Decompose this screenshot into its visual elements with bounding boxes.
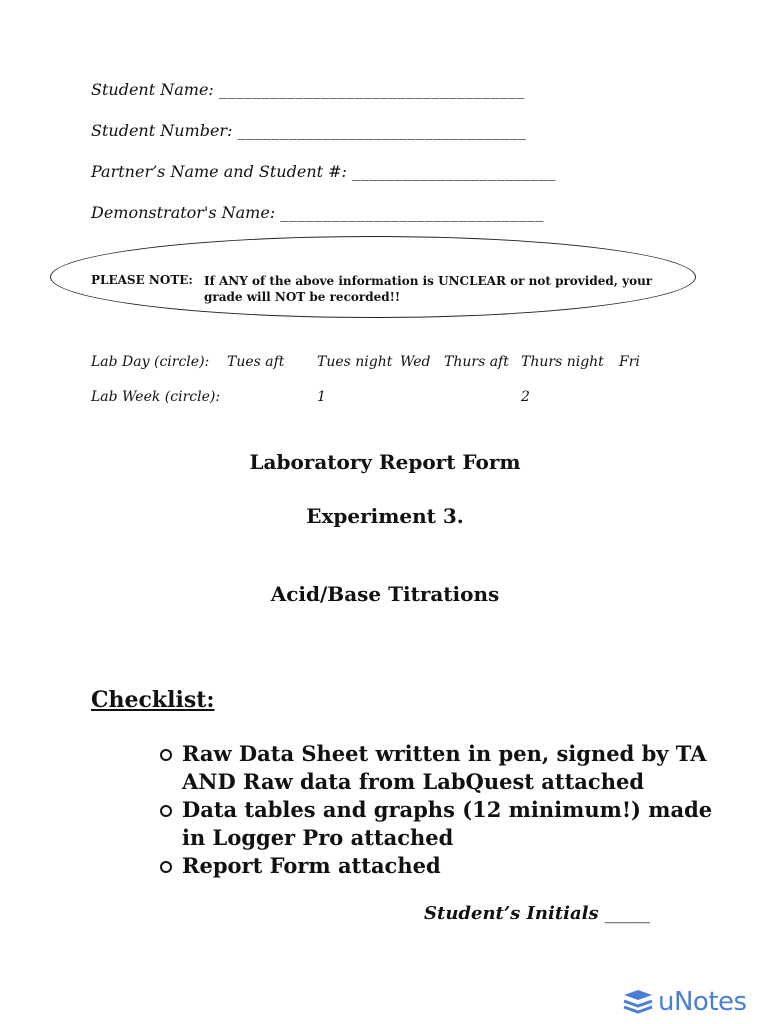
circle-bullet-icon — [160, 861, 172, 873]
checklist-item-text: Report Form attached — [182, 853, 441, 878]
checklist-item[interactable] — [158, 852, 718, 880]
lab-day-option-thurs-night[interactable]: Thurs night — [521, 354, 604, 370]
partner-field[interactable] — [91, 162, 556, 181]
demonstrator-blank[interactable]: _______________________________ — [280, 203, 544, 222]
student-number-label: Student Number: — [91, 121, 233, 140]
circle-bullet-icon — [160, 749, 172, 761]
partner-label: Partner’s Name and Student #: — [91, 162, 347, 181]
lab-day-option-wed[interactable]: Wed — [400, 354, 431, 370]
student-initials-label: Student’s Initials — [424, 903, 599, 924]
lab-day-option-tues-aft[interactable]: Tues aft — [227, 354, 285, 370]
book-stack-icon — [622, 989, 654, 1015]
experiment-number: Experiment 3. — [306, 504, 464, 528]
form-title: Laboratory Report Form — [249, 450, 521, 474]
demonstrator-label: Demonstrator's Name: — [91, 203, 276, 222]
student-number-blank[interactable]: __________________________________ — [237, 121, 527, 140]
lab-day-option-tues-night[interactable]: Tues night — [317, 354, 393, 370]
checklist-item-text: Raw Data Sheet written in pen, signed by TA AND Raw data from LabQuest attached — [182, 741, 707, 794]
checklist — [158, 740, 718, 880]
note-text: If ANY of the above information is UNCLEAR or not provided, your grade will NOT be recorded!! — [204, 274, 653, 304]
checklist-item[interactable] — [158, 796, 718, 852]
partner-blank[interactable]: ________________________ — [352, 162, 557, 181]
checklist-item[interactable] — [158, 740, 718, 796]
unotes-logo — [622, 984, 762, 1020]
lab-week-option-2[interactable]: 2 — [521, 389, 530, 405]
note-label: PLEASE NOTE: — [91, 273, 193, 287]
experiment-topic: Acid/Base Titrations — [270, 582, 500, 606]
lab-day-label: Lab Day (circle): — [91, 354, 210, 370]
student-initials-field[interactable] — [424, 903, 650, 924]
lab-week-option-1[interactable]: 1 — [317, 389, 326, 405]
checklist-title: Checklist: — [91, 687, 215, 713]
student-name-blank[interactable]: ____________________________________ — [218, 80, 525, 99]
logo-text: uNotes — [658, 987, 747, 1017]
student-name-field[interactable] — [91, 80, 525, 99]
student-name-label: Student Name: — [91, 80, 214, 99]
circle-bullet-icon — [160, 805, 172, 817]
student-initials-blank[interactable]: _____ — [604, 903, 650, 924]
demonstrator-field[interactable] — [91, 203, 544, 222]
checklist-item-text: Data tables and graphs (12 minimum!) made in Logger Pro attached — [182, 797, 713, 850]
student-number-field[interactable] — [91, 121, 527, 140]
lab-day-option-fri[interactable]: Fri — [619, 354, 640, 370]
lab-week-label: Lab Week (circle): — [91, 389, 221, 405]
lab-day-option-thurs-aft[interactable]: Thurs aft — [444, 354, 509, 370]
